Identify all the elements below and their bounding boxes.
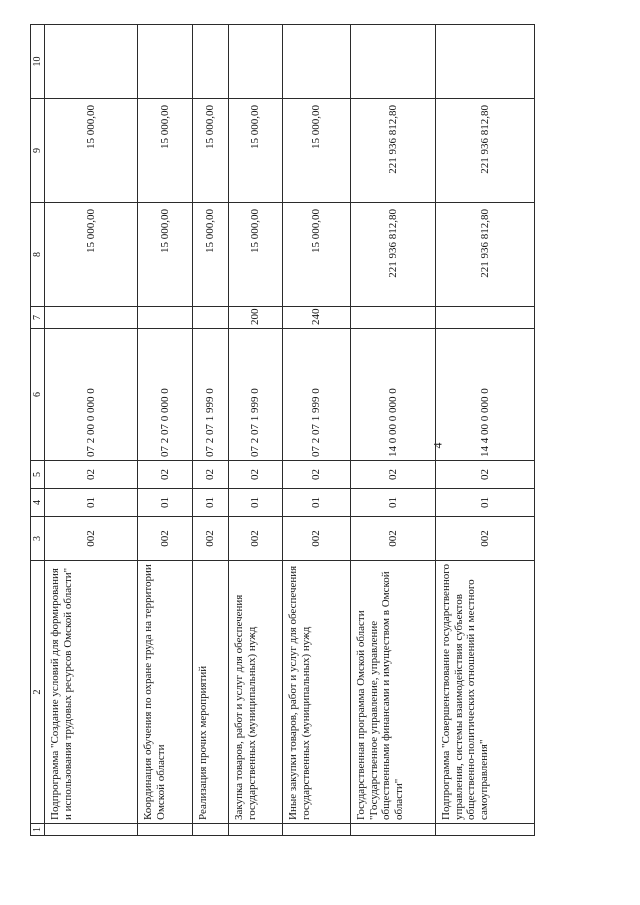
cell-col8: 15 000,00: [283, 203, 351, 307]
cell-col6: 14 4 00 0 000 0: [436, 329, 535, 461]
cell-col8: 15 000,00: [193, 203, 229, 307]
cell-col5: 02: [229, 461, 283, 489]
cell-col5: 02: [193, 461, 229, 489]
cell-col6: 07 2 07 1 999 0: [229, 329, 283, 461]
column-number: 8: [31, 203, 45, 307]
cell-col4: 01: [351, 489, 436, 517]
cell-col4: 01: [229, 489, 283, 517]
cell-col3: 002: [193, 517, 229, 561]
cell-col8: 15 000,00: [229, 203, 283, 307]
cell-col4: 01: [193, 489, 229, 517]
cell-col9: 15 000,00: [193, 99, 229, 203]
cell-col10: [138, 25, 193, 99]
cell-col7: [138, 307, 193, 329]
cell-col4: 01: [138, 489, 193, 517]
cell-col10: [229, 25, 283, 99]
cell-col6: 14 0 00 0 000 0: [351, 329, 436, 461]
cell-col10: [351, 25, 436, 99]
cell-col5: 02: [45, 461, 138, 489]
column-number: 3: [31, 517, 45, 561]
cell-col3: 002: [351, 517, 436, 561]
cell-col9: 15 000,00: [138, 99, 193, 203]
cell-col7: [436, 307, 535, 329]
column-number: 10: [31, 25, 45, 99]
row-number-cell: [351, 824, 436, 836]
cell-col9: 221 936 812,80: [351, 99, 436, 203]
cell-col7: [351, 307, 436, 329]
cell-col6: 07 2 07 0 000 0: [138, 329, 193, 461]
page-number: 4: [430, 442, 445, 449]
cell-col8: 221 936 812,80: [436, 203, 535, 307]
cell-col8: 221 936 812,80: [351, 203, 436, 307]
budget-table-container: [30, 25, 520, 836]
table-row: [138, 25, 193, 836]
cell-col3: 002: [283, 517, 351, 561]
cell-col3: 002: [229, 517, 283, 561]
row-number-cell: [138, 824, 193, 836]
cell-col5: 02: [283, 461, 351, 489]
cell-col8: 15 000,00: [138, 203, 193, 307]
cell-col9: 15 000,00: [229, 99, 283, 203]
row-name: Подпрограмма "Создание условий для формирования и использования трудовых ресурсов Омской области": [45, 561, 138, 824]
table-row: [193, 25, 229, 836]
cell-col10: [436, 25, 535, 99]
cell-col7: 240: [283, 307, 351, 329]
cell-col10: [283, 25, 351, 99]
cell-col9: 15 000,00: [45, 99, 138, 203]
table-row: [229, 25, 283, 836]
row-number-cell: [229, 824, 283, 836]
column-number: 2: [31, 561, 45, 824]
cell-col7: [193, 307, 229, 329]
column-number: 7: [31, 307, 45, 329]
column-number-row: [31, 25, 45, 836]
cell-col6: 07 2 07 1 999 0: [283, 329, 351, 461]
cell-col3: 002: [45, 517, 138, 561]
cell-col3: 002: [436, 517, 535, 561]
budget-table: [30, 24, 535, 836]
cell-col5: 02: [138, 461, 193, 489]
row-name: Государственная программа Омской области "Государственное управление, управление общественными финансами и имуществом в Омской области": [351, 561, 436, 824]
cell-col9: 15 000,00: [283, 99, 351, 203]
table-row: [45, 25, 138, 836]
table-row: [436, 25, 535, 836]
cell-col3: 002: [138, 517, 193, 561]
table-row: [351, 25, 436, 836]
row-number-cell: [193, 824, 229, 836]
cell-col6: 07 2 07 1 999 0: [193, 329, 229, 461]
column-number: 5: [31, 461, 45, 489]
row-number-cell: [436, 824, 535, 836]
cell-col10: [45, 25, 138, 99]
table-row: [283, 25, 351, 836]
column-number: 1: [31, 824, 45, 836]
row-name: Реализация прочих мероприятий: [193, 561, 229, 824]
column-number: 9: [31, 99, 45, 203]
cell-col6: 07 2 00 0 000 0: [45, 329, 138, 461]
row-name: Закупка товаров, работ и услуг для обеспечения государственных (муниципальных) нужд: [229, 561, 283, 824]
cell-col5: 02: [436, 461, 535, 489]
cell-col4: 01: [283, 489, 351, 517]
row-name: Координация обучения по охране труда на территории Омской области: [138, 561, 193, 824]
row-name: Иные закупки товаров, работ и услуг для обеспечения государственных (муниципальных) нужд: [283, 561, 351, 824]
cell-col4: 01: [45, 489, 138, 517]
cell-col8: 15 000,00: [45, 203, 138, 307]
cell-col5: 02: [351, 461, 436, 489]
row-number-cell: [283, 824, 351, 836]
cell-col10: [193, 25, 229, 99]
column-number: 4: [31, 489, 45, 517]
row-number-cell: [45, 824, 138, 836]
cell-col9: 221 936 812,80: [436, 99, 535, 203]
row-name: Подпрограмма "Совершенствование государственного управления, системы взаимодействия субъектов общественно-политических отношений и местного самоуправления": [436, 561, 535, 824]
cell-col7: 200: [229, 307, 283, 329]
cell-col7: [45, 307, 138, 329]
cell-col4: 01: [436, 489, 535, 517]
column-number: 6: [31, 329, 45, 461]
